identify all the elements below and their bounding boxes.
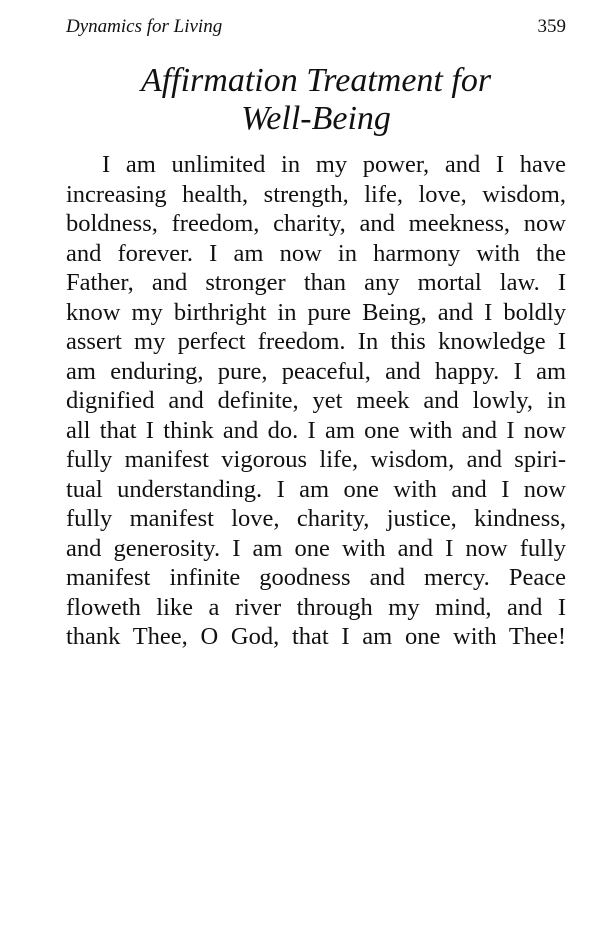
chapter-title xyxy=(66,62,566,138)
text-line: Father, and stronger than any mortal law. I xyxy=(66,269,566,296)
text-line: dignified and definite, yet meek and lowly, in xyxy=(66,387,566,414)
text-line: fully manifest love, charity, justice, kindness, xyxy=(66,505,566,532)
text-line: boldness, freedom, charity, and meekness, now xyxy=(66,210,566,237)
running-head xyxy=(66,16,566,44)
text-line: am enduring, pure, peaceful, and happy. I am xyxy=(66,357,566,385)
running-head-title: Dynamics for Living xyxy=(66,16,223,37)
text-line: know my birthright in pure Being, and I boldly xyxy=(66,298,566,326)
text-line: tual understanding. I am one with and I now xyxy=(66,475,566,503)
chapter-title-line-2: Well-Being xyxy=(241,100,391,137)
text-line: all that I think and do. I am one with and I now xyxy=(66,416,566,444)
text-line: I am unlimited in my power, and I have xyxy=(102,151,566,178)
text-line: thank Thee, O God, that I am one with Thee! xyxy=(66,623,566,650)
text-line: fully manifest vigorous life, wisdom, and spiri- xyxy=(66,446,566,473)
text-line: manifest infinite goodness and mercy. Peace xyxy=(66,564,566,591)
affirmation-paragraph xyxy=(66,150,566,652)
text-line: and forever. I am now in harmony with the xyxy=(66,239,566,267)
page-number: 359 xyxy=(537,16,566,37)
text-line: assert my perfect freedom. In this knowledge I xyxy=(66,328,566,355)
text-line: and generosity. I am one with and I now fully xyxy=(66,534,566,562)
text-line: increasing health, strength, life, love, wisdom, xyxy=(66,180,566,208)
chapter-title-line-1: Affirmation Treatment for xyxy=(140,62,492,99)
text-line: floweth like a river through my mind, and I xyxy=(66,593,566,621)
